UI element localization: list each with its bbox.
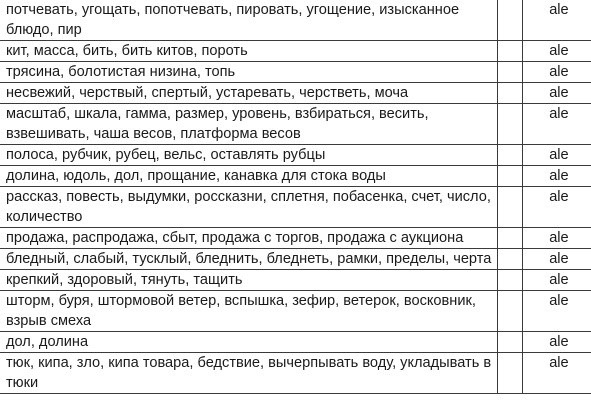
table-row [0,291,591,332]
empty-cell [497,83,522,104]
tag-cell: ale [522,249,591,270]
tag-cell: ale [522,62,591,83]
tag-cell: ale [522,332,591,353]
tag-cell: ale [522,145,591,166]
table-row [0,332,591,353]
empty-cell [497,145,522,166]
tag-cell: ale [522,0,591,41]
table-row [0,145,591,166]
table-row [0,228,591,249]
empty-cell [497,270,522,291]
word-list-cell: несвежий, черствый, спертый, устаревать, черстветь, моча [0,83,497,104]
tag-cell: ale [522,187,591,228]
empty-cell [497,41,522,62]
empty-cell [497,228,522,249]
tag-cell: ale [522,353,591,394]
table-row [0,166,591,187]
table-row [0,62,591,83]
word-list-cell: полоса, рубчик, рубец, вельс, оставлять рубцы [0,145,497,166]
word-list-cell: крепкий, здоровый, тянуть, тащить [0,270,497,291]
table-row [0,41,591,62]
empty-cell [497,187,522,228]
word-list-cell: масштаб, шкала, гамма, размер, уровень, взбираться, весить, взвешивать, чаша весов, платформа весов [0,104,497,145]
tag-cell: ale [522,270,591,291]
word-list-cell: дол, долина [0,332,497,353]
word-list-cell: тюк, кипа, зло, кипа товара, бедствие, вычерпывать воду, укладывать в тюки [0,353,497,394]
table-row [0,270,591,291]
tag-cell: ale [522,83,591,104]
empty-cell [497,0,522,41]
empty-cell [497,104,522,145]
empty-cell [497,166,522,187]
table-row [0,104,591,145]
word-list-cell: трясина, болотистая низина, топь [0,62,497,83]
empty-cell [497,62,522,83]
word-list-cell: долина, юдоль, дол, прощание, канавка для стока воды [0,166,497,187]
word-list-cell: рассказ, повесть, выдумки, россказни, сплетня, побасенка, счет, число, количество [0,187,497,228]
empty-cell [497,332,522,353]
table-row [0,353,591,394]
tag-cell: ale [522,291,591,332]
word-list-cell: потчевать, угощать, попотчевать, пировать, угощение, изысканное блюдо, пир [0,0,497,41]
tag-cell: ale [522,228,591,249]
table-row [0,83,591,104]
word-list-cell: кит, масса, бить, бить китов, пороть [0,41,497,62]
tag-cell: ale [522,41,591,62]
tag-cell: ale [522,104,591,145]
empty-cell [497,249,522,270]
table-row [0,187,591,228]
word-list-cell: бледный, слабый, тусклый, бледнить, бледнеть, рамки, пределы, черта [0,249,497,270]
empty-cell [497,353,522,394]
table-row [0,0,591,41]
word-list-cell: шторм, буря, штормовой ветер, вспышка, зефир, ветерок, восковник, взрыв смеха [0,291,497,332]
tag-cell: ale [522,166,591,187]
word-list-cell: продажа, распродажа, сбыт, продажа с торгов, продажа с аукциона [0,228,497,249]
table-row [0,249,591,270]
empty-cell [497,291,522,332]
